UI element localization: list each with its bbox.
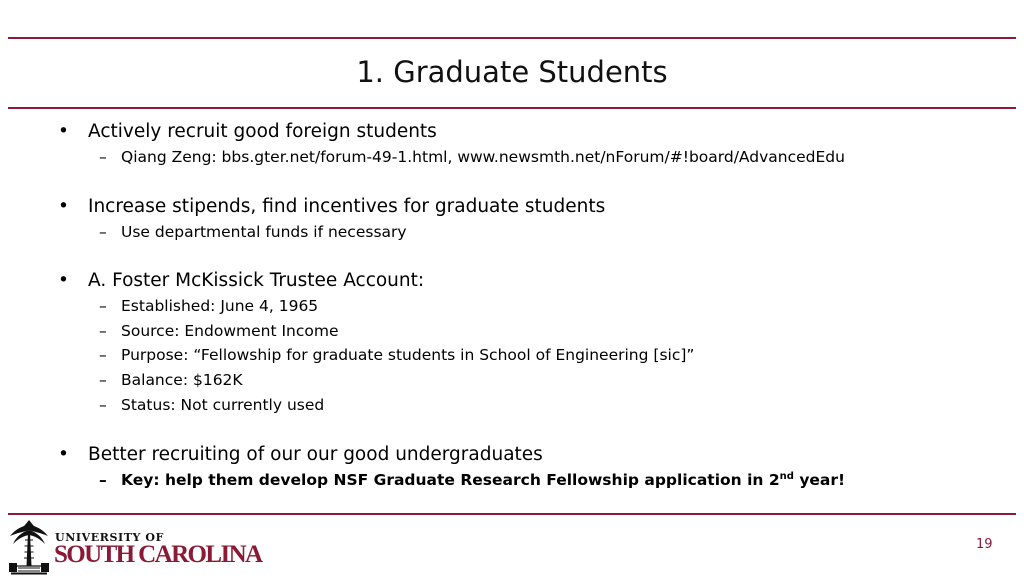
palmetto-tree-icon — [6, 517, 52, 575]
sub-list — [58, 220, 1008, 245]
bullet-dot: • — [58, 195, 69, 217]
key-text-prefix: Key: help them develop NSF Graduate Research Fellowship application in 2 — [121, 471, 780, 490]
sub-text: Status: Not currently used — [121, 395, 325, 414]
sub-dash: – — [99, 148, 107, 166]
bullet-group-4 — [58, 444, 1008, 493]
key-sub-item — [58, 468, 1008, 493]
sub-item — [58, 343, 1008, 368]
sub-text: Balance: $162K — [121, 370, 243, 389]
bullet-item — [58, 444, 1008, 466]
sub-list — [58, 145, 1008, 170]
sub-item — [58, 319, 1008, 344]
bullet-item — [58, 196, 1008, 218]
sub-dash: – — [99, 370, 107, 389]
sub-item — [58, 393, 1008, 418]
bullet-group-3 — [58, 270, 1008, 417]
bullet-text: Better recruiting of our our good undergraduates — [88, 444, 543, 466]
sub-item — [58, 368, 1008, 393]
bullet-group-2 — [58, 196, 1008, 245]
key-text-suffix: year! — [793, 471, 846, 490]
bullet-group-1 — [58, 121, 1008, 170]
sub-item — [58, 294, 1008, 319]
bullet-text: A. Foster McKissick Trustee Account: — [88, 270, 425, 292]
sub-text: Qiang Zeng: bbs.gter.net/forum-49-1.html, www.newsmth.net/nForum/#!board/AdvancedEdu — [121, 148, 845, 166]
bullet-dot: • — [58, 444, 69, 466]
key-text-superscript: nd — [779, 471, 794, 482]
sub-text: Purpose: “Fellowship for graduate students in School of Engineering [sic]” — [121, 346, 695, 365]
slide-content — [58, 121, 1008, 519]
university-logo — [6, 517, 262, 575]
bullet-dot: • — [58, 270, 69, 292]
sub-item — [58, 220, 1008, 245]
sub-text: Use departmental funds if necessary — [121, 222, 407, 241]
sub-dash: – — [99, 297, 107, 316]
logo-line-1: UNIVERSITY OF — [55, 531, 165, 544]
sub-dash: – — [99, 395, 107, 414]
title-divider — [8, 107, 1016, 109]
sub-dash: – — [99, 321, 107, 340]
bullet-text: Actively recruit good foreign students — [88, 121, 437, 142]
footer-divider — [8, 513, 1016, 515]
page-number: 19 — [976, 537, 993, 552]
sub-dash: – — [99, 346, 107, 365]
bullet-item — [58, 121, 1008, 143]
sub-list — [58, 294, 1008, 417]
sub-text: Source: Endowment Income — [121, 321, 339, 340]
sub-list — [58, 468, 1008, 493]
top-divider — [8, 37, 1016, 39]
sub-dash: – — [99, 471, 107, 490]
sub-dash: – — [99, 222, 107, 241]
slide-title: 1. Graduate Students — [356, 55, 668, 89]
sub-text: Established: June 4, 1965 — [121, 297, 319, 316]
logo-line-2: SOUTH CAROLINA — [54, 541, 262, 568]
bullet-dot: • — [58, 121, 69, 142]
bullet-text: Increase stipends, find incentives for graduate students — [88, 195, 606, 217]
bullet-item — [58, 270, 1008, 292]
sub-item — [58, 145, 1008, 170]
